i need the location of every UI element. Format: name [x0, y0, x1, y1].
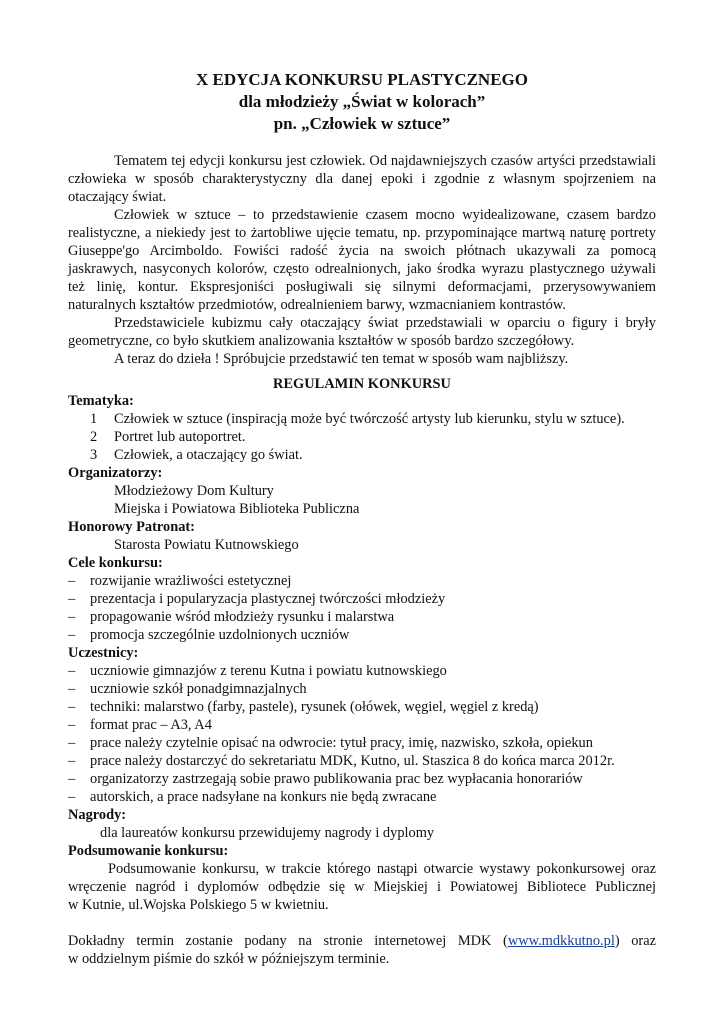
patronat-heading: Honorowy Patronat:: [68, 519, 195, 535]
uczestnicy-item-1: uczniowie gimnazjów z terenu Kutna i powiatu kutnowskiego: [90, 663, 447, 679]
uczestnicy-item-7: organizatorzy zastrzegają sobie prawo publikowania prac bez wypłacania honorariów: [90, 771, 583, 787]
intro-p4: A teraz do dzieła ! Spróbujcie przedstawić ten temat w sposób wam najbliższy.: [114, 351, 569, 367]
mdk-website-link[interactable]: www.mdkkutno.pl: [507, 933, 615, 949]
dash-bullet: –: [68, 699, 76, 715]
footer-text-before: Dokładny termin zostanie podany na stronie internetowej MDK (: [68, 933, 508, 949]
organizator-item-1: Młodzieżowy Dom Kultury: [114, 483, 274, 499]
tematyka-num-2: 2: [90, 429, 98, 445]
dash-bullet: –: [68, 789, 76, 805]
intro-p2-line4: jaskrawych, nasyconych kolorów, często odrealnionych, jako środka wyrazu plastycznego używali: [68, 261, 656, 277]
dash-bullet: –: [68, 717, 76, 733]
intro-p2-line3: Giuseppe'go Arcimboldo. Fowiści radość życia na swoich płótnach ukazywali za pomocą: [68, 243, 656, 259]
organizator-item-2: Miejska i Powiatowa Biblioteka Publiczna: [114, 501, 360, 517]
cele-item-3: propagowanie wśród młodzieży rysunku i malarstwa: [90, 609, 395, 625]
dash-bullet: –: [68, 771, 76, 787]
intro-p2-line6: naturalnych kształtów przedmiotów, odrealnieniem barwy, wzmacnianiem kontrastów.: [68, 297, 566, 313]
uczestnicy-item-6: prace należy dostarczyć do sekretariatu MDK, Kutno, ul. Staszica 8 do końca marca 2012r.: [90, 753, 615, 769]
uczestnicy-item-4: format prac – A3, A4: [90, 717, 212, 733]
cele-item-4: promocja szczególnie uzdolnionych uczniów: [90, 627, 350, 643]
patronat-item-1: Starosta Powiatu Kutnowskiego: [114, 537, 299, 553]
dash-bullet: –: [68, 663, 76, 679]
intro-p2-line2: realistyczne, a niekiedy jest to żartobliwe ujęcie tematu, np. przypominające martwą naturę portrety: [68, 225, 656, 241]
dash-bullet: –: [68, 609, 76, 625]
uczestnicy-item-8: autorskich, a prace nadsyłane na konkurs nie będą zwracane: [90, 789, 437, 805]
dash-bullet: –: [68, 573, 76, 589]
intro-p3-line1: Przedstawiciele kubizmu cały otaczający świat przedstawiali w oparciu o figury i bryły: [114, 315, 656, 331]
uczestnicy-item-2: uczniowie szkół ponadgimnazjalnych: [90, 681, 307, 697]
tematyka-item-2: Portret lub autoportret.: [114, 429, 246, 445]
dash-bullet: –: [68, 627, 76, 643]
intro-p1-line3: otaczający świat.: [68, 189, 167, 205]
organizatorzy-heading: Organizatorzy:: [68, 465, 163, 481]
regulamin-title: REGULAMIN KONKURSU: [273, 376, 451, 392]
tematyka-item-1: Człowiek w sztuce (inspiracją może być twórczość artysty lub kierunku, stylu w sztuce).: [114, 411, 625, 427]
intro-p1-line1: Tematem tej edycji konkursu jest człowiek. Od najdawniejszych czasów artyści przedstawiali: [114, 153, 656, 169]
tematyka-num-1: 1: [90, 411, 98, 427]
footer-line1: [68, 932, 656, 950]
intro-p1-line2: człowieka w sposób charakterystyczny dla danej epoki i zgodnie z własnym spojrzeniem na: [68, 171, 656, 187]
cele-heading: Cele konkursu:: [68, 555, 163, 571]
nagrody-heading: Nagrody:: [68, 807, 127, 823]
podsumowanie-line1: Podsumowanie konkursu, w trakcie którego nastąpi otwarcie wystawy pokonkursowej oraz: [108, 861, 656, 877]
document-subtitle: dla młodzieży „Świat w kolorach”: [238, 92, 486, 111]
tematyka-num-3: 3: [90, 447, 98, 463]
tematyka-heading: Tematyka:: [68, 393, 134, 409]
cele-item-2: prezentacja i popularyzacja plastycznej twórczości młodzieży: [90, 591, 446, 607]
podsumowanie-heading: Podsumowanie konkursu:: [68, 843, 229, 859]
document-title: X EDYCJA KONKURSU PLASTYCZNEGO: [195, 70, 528, 89]
dash-bullet: –: [68, 681, 76, 697]
dash-bullet: –: [68, 591, 76, 607]
footer-line2: w oddzielnym piśmie do szkół w późniejszym terminie.: [68, 951, 390, 967]
footer-text-after: ) oraz: [614, 933, 656, 949]
nagrody-text: dla laureatów konkursu przewidujemy nagrody i dyplomy: [100, 825, 435, 841]
cele-item-1: rozwijanie wrażliwości estetycznej: [90, 573, 292, 589]
uczestnicy-item-3: techniki: malarstwo (farby, pastele), rysunek (ołówek, węgiel, węgiel z kredą): [90, 699, 539, 715]
dash-bullet: –: [68, 735, 76, 751]
uczestnicy-heading: Uczestnicy:: [68, 645, 139, 661]
tematyka-item-3: Człowiek, a otaczający go świat.: [114, 447, 303, 463]
dash-bullet: –: [68, 753, 76, 769]
intro-p2-line1: Człowiek w sztuce – to przedstawienie czasem mocno wyidealizowane, czasem bardzo: [114, 207, 656, 223]
podsumowanie-line3: w Kutnie, ul.Wojska Polskiego 5 w kwietniu.: [68, 897, 329, 913]
uczestnicy-item-5: prace należy czytelnie opisać na odwrocie: tytuł pracy, imię, nazwisko, szkoła, opiekun: [90, 735, 593, 751]
document-subtitle-name: pn. „Człowiek w sztuce”: [273, 114, 451, 133]
podsumowanie-line2: wręczenie nagród i dyplomów odbędzie się w Miejskiej i Powiatowej Bibliotece Publicznej: [68, 879, 656, 895]
intro-p3-line2: geometryczne, co było skutkiem analizowania kształtów w sposób bardzo szczegółowy.: [68, 333, 575, 349]
intro-p2-line5: też linię, kontur. Ekspresjoniści posługiwali się silnymi deformacjami, przerysowywaniem: [68, 279, 656, 295]
